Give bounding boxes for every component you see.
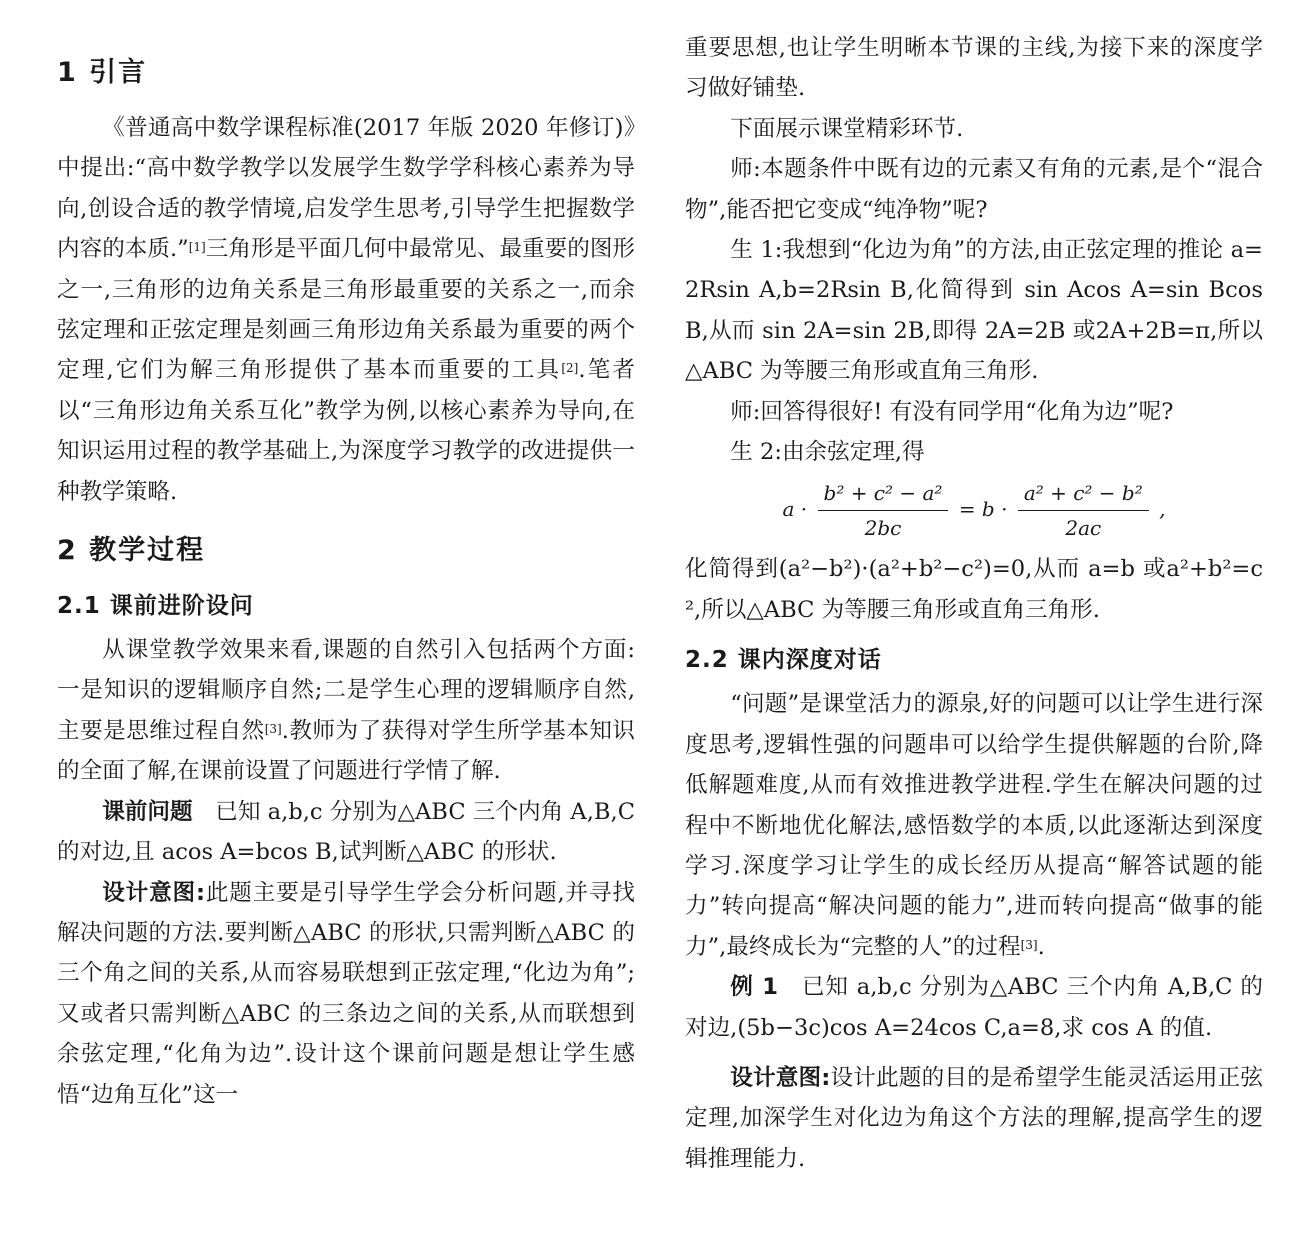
intent-label-1: 设计意图: xyxy=(102,879,205,906)
section-1-title: 1 引言 xyxy=(57,57,148,88)
citation-3a: [3] xyxy=(264,721,282,736)
section-2-title: 2 教学过程 xyxy=(57,535,206,567)
section-2-2-title: 2.2 课内深度对话 xyxy=(685,647,882,674)
example-label: 例 1 xyxy=(730,974,778,1001)
section-2-1-title: 2.1 课前进阶设问 xyxy=(57,593,254,620)
deep-dialogue-paragraph: “问题”是课堂活力的源泉,好的问题可以让学生进行深度思考,逻辑性强的问题串可以给学生提供解题的台阶,降低解题难度,从而有效推进教学进程.学生在解决问题的过程中不断地优化解法,感悟数学的本质,以此逐渐达到深度学习.深度学习让学生的成长经历从提高“解答试题的能力”转向提高“解决问题的能力”,进而转向提高“做事的能力”,最终成长为“完整的人”的过程[3]. xyxy=(685,691,1263,960)
teacher-line-2: 师:回答得很好! 有没有同学用“化角为边”呢? xyxy=(730,398,1174,425)
fraction-2: $\frac{\text{a² + c² − b²}}{2ac}$ xyxy=(1018,478,1149,543)
showcase-paragraph: 下面展示课堂精彩环节. xyxy=(730,115,964,142)
pre-class-paragraph: 从课堂教学效果来看,课题的自然引入包括两个方面:一是知识的逻辑顺序自然;二是学生心理的逻辑顺序自然,主要是思维过程自然[3].教师为了获得对学生所学基本知识的全面了解,在课前设置了问题进行学情了解. xyxy=(57,637,636,785)
simplify-paragraph: 化简得到(a²−b²)·(a²+b²−c²)=0,从而 a=b 或a²+b²=c²,所以△ABC 为等腰三角形或直角三角形. xyxy=(685,556,1263,623)
fraction-1: $\frac{\text{b² + c² − a²}}{2bc}$ xyxy=(818,478,949,543)
design-intent-2: 设计意图:设计此题的目的是希望学生能灵活运用正弦定理,加深学生对化边为角这个方法的理解,提高学生的逻辑推理能力. xyxy=(685,1064,1263,1172)
citation-3b: [3] xyxy=(1020,937,1038,952)
intro-paragraph: 《普通高中数学课程标准(2017 年版 2020 年修订)》中提出:“高中数学教学以发展学生数学学科核心素养为导向,创设合适的教学情境,启发学生思考,引导学生把握数学内容的本质.”[1]三角形是平面几何中最常见、最重要的图形之一,三角形的边角关系是三角形最重要的关系之一,而余弦定理和正弦定理是刻画三角形边角关系最为重要的两个定理,它们为解三角形提供了基本而重要的工具[2].笔者以“三角形边角关系互化”教学为例,以核心素养为导向,在知识运用过程的教学基础上,为深度学习教学的改进提供一种教学策略. xyxy=(57,115,636,505)
pre-class-problem: 课前问题 已知 a,b,c 分别为△ABC 三个内角 A,B,C 的对边,且 acos A=bcos B,试判断△ABC 的形状. xyxy=(57,798,635,866)
cosine-formula: a · $\frac{\text{b² + c² − a²}}{2bc}$ = b · $\frac{\text{a² + c² − b²}}{2ac}$ , xyxy=(685,478,1263,543)
student-line-1: 生 1:我想到“化边为角”的方法,由正弦定理的推论 a=2Rsin A,b=2Rsin B,化简得到 sin Acos A=sin Bcos B,从而 sin 2A=sin 2B,即得 2A=2B 或2A+2B=π,所以△ABC 为等腰三角形或直角三角形. xyxy=(685,237,1263,385)
citation-2: [2] xyxy=(561,361,579,376)
problem-label: 课前问题 xyxy=(102,798,193,825)
design-intent-1: 设计意图:此题主要是引导学生学会分析问题,并寻找解决问题的方法.要判断△ABC 的形状,只需判断△ABC 的三个角之间的关系,从而容易联想到正弦定理,“化边为角”;又或者只需判断△ABC 的三条边之间的关系,从而联想到余弦定理,“化角为边”.设计这个课前问题是想让学生感悟“边角互化”这一 xyxy=(57,879,635,1108)
teacher-line-1: 师:本题条件中既有边的元素又有角的元素,是个“混合物”,能否把它变成“纯净物”呢? xyxy=(685,156,1263,223)
student-line-2: 生 2:由余弦定理,得 xyxy=(730,439,925,466)
intent-label-2: 设计意图: xyxy=(730,1064,831,1091)
continued-paragraph: 重要思想,也让学生明晰本节课的主线,为接下来的深度学习做好铺垫. xyxy=(685,35,1263,102)
citation-1: [1] xyxy=(188,240,206,255)
example-1: 例 1 已知 a,b,c 分别为△ABC 三个内角 A,B,C 的对边,(5b−3c)cos A=24cos C,a=8,求 cos A 的值. xyxy=(685,974,1263,1041)
